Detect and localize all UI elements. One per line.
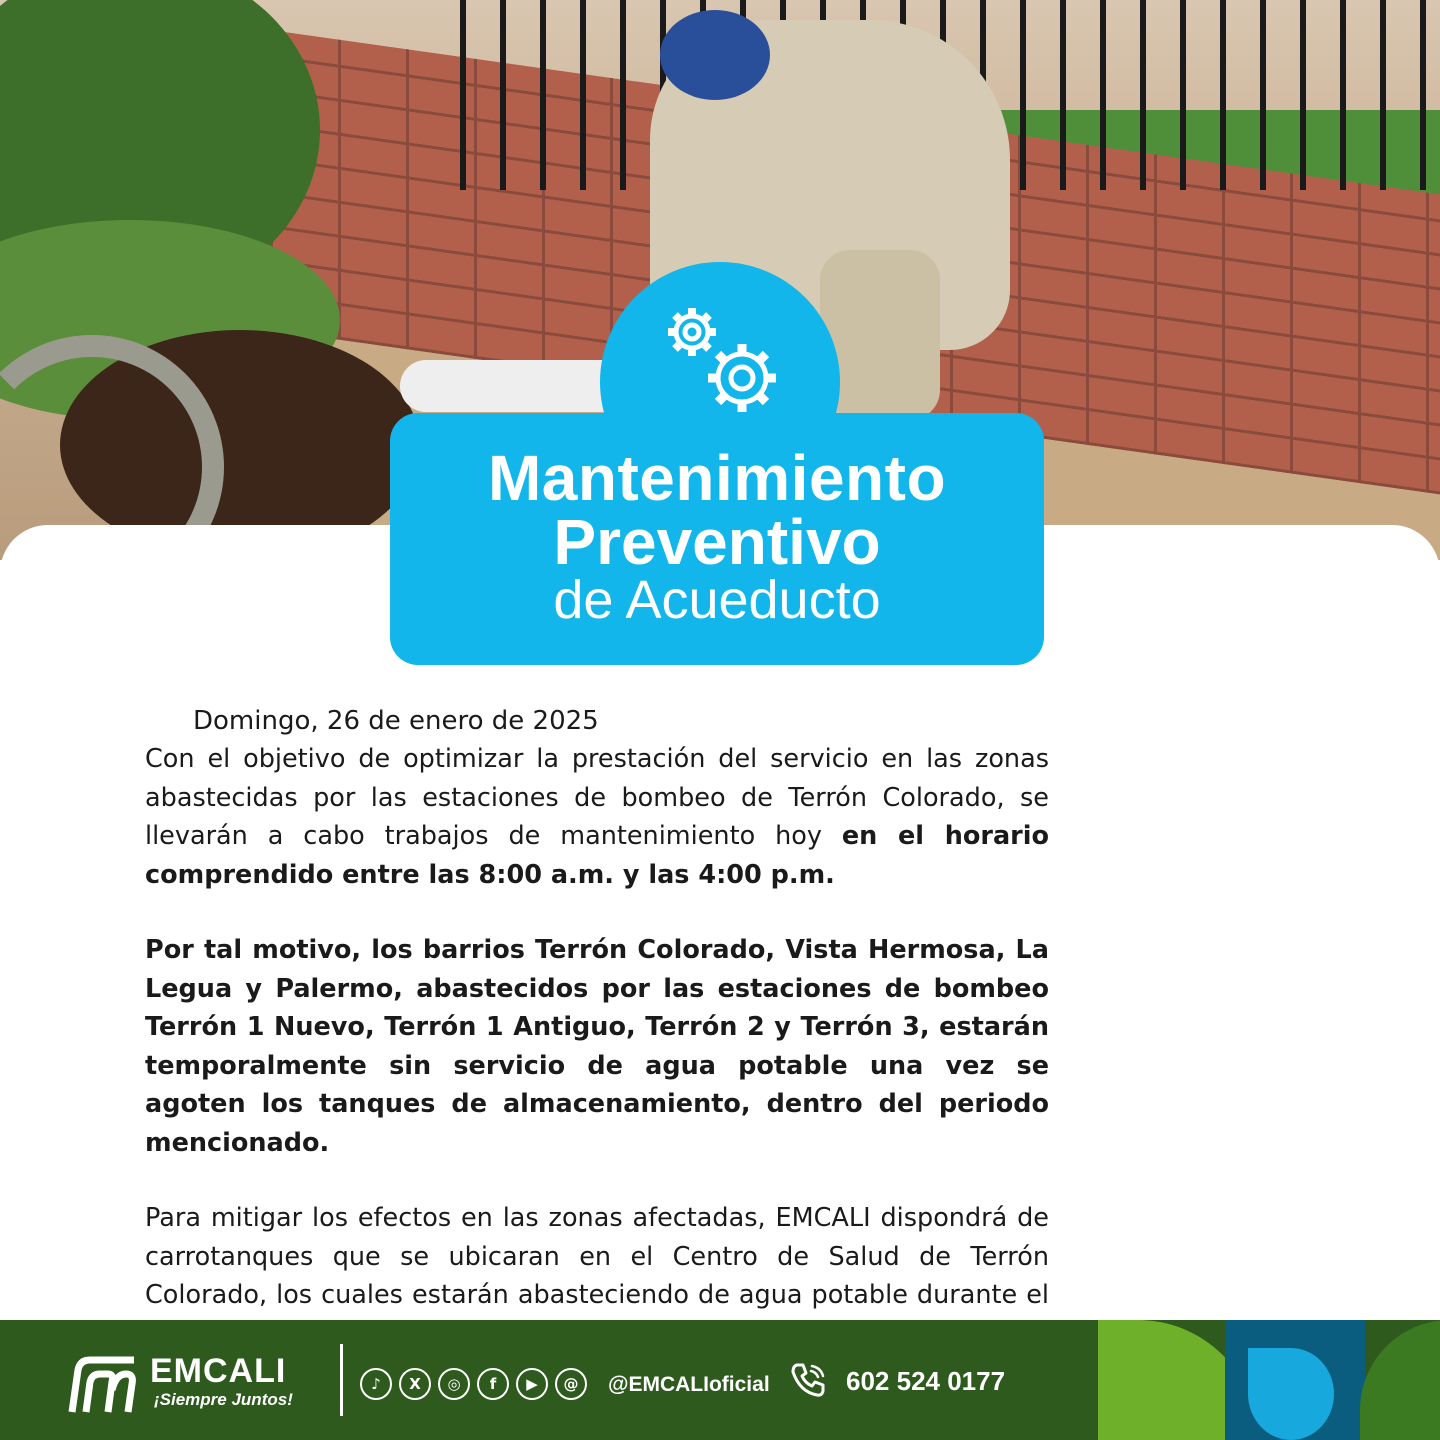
paragraph-gap (145, 1162, 1049, 1199)
instagram-icon[interactable]: ◎ (438, 1368, 470, 1400)
emcali-logo-icon (64, 1350, 144, 1420)
social-icons (360, 1368, 587, 1400)
notice-body (145, 702, 1049, 1353)
tiktok-icon[interactable]: ♪ (360, 1368, 392, 1400)
brand-tagline: ¡Siempre Juntos! (154, 1390, 293, 1409)
notice-date: Domingo, 26 de enero de 2025 (193, 706, 599, 736)
notice-paragraph-2 (145, 931, 1049, 1162)
threads-icon[interactable]: @ (555, 1368, 587, 1400)
badge-title-line2: Preventivo (553, 506, 881, 578)
notice-paragraph-1 (145, 740, 1049, 894)
badge-title-line3: de Acueducto (553, 570, 881, 630)
notice-p1-text: Con el objetivo de optimizar la prestación del servicio en las zonas abastecidas por las estaciones de bombeo de Terrón Colorado, se llevarán a cabo trabajos de mantenimiento hoy (145, 744, 1049, 851)
social-handle[interactable]: @EMCALIoficial (608, 1373, 770, 1396)
photo-worker-cap (660, 10, 770, 100)
x-icon[interactable]: X (399, 1368, 431, 1400)
water-drop-icon (1248, 1348, 1334, 1440)
photo-pipe (400, 360, 630, 412)
footer-divider (340, 1344, 343, 1416)
notice-p1-schedule: en el horario comprendido entre las 8:00 a.m. y las 4:00 p.m. (145, 821, 1049, 890)
footer-leaf-shape (1360, 1320, 1440, 1440)
brand-name: EMCALI (150, 1352, 287, 1390)
notice-p2-affected-areas: Por tal motivo, los barrios Terrón Colorado, Vista Hermosa, La Legua y Palermo, abastecidos por las estaciones de bombeo Terrón 1 Nuevo, Terrón 1 Antiguo, Terrón 2 y Terrón 3, estarán temporalmente sin servicio de agua potable una vez se agoten los tanques de almacenamiento, dentro del periodo mencionado. (145, 935, 1049, 1158)
phone-number[interactable]: 602 524 0177 (846, 1366, 1006, 1396)
badge-title-line1: Mantenimiento (487, 442, 947, 514)
facebook-icon[interactable]: f (477, 1368, 509, 1400)
phone-icon (788, 1360, 828, 1400)
paragraph-gap (145, 894, 1049, 931)
youtube-icon[interactable]: ▶ (516, 1368, 548, 1400)
gears-icon (660, 300, 790, 420)
notice-paragraph-3: Para mitigar los efectos en las zonas afectadas, EMCALI dispondrá de carrotanques que se ubicaran en el Centro de Salud de Terrón Colorado, los cuales estarán abasteciendo de agua potable durante el (145, 1203, 1049, 1310)
